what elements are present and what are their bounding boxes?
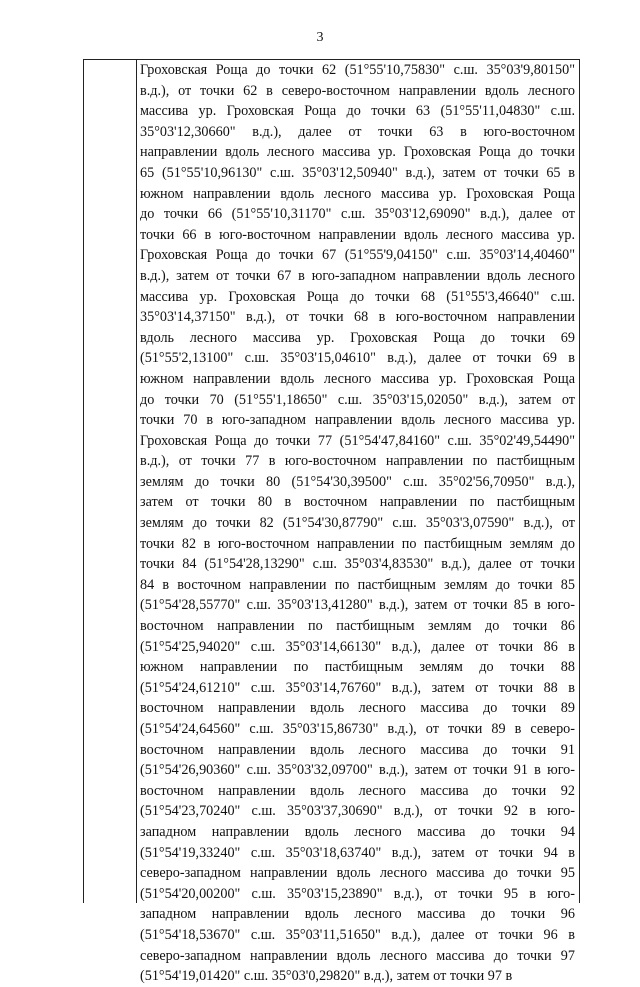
text-line: Гроховская Роща до точки 77 (51°54'47,84160" с.ш. 35°02'49,54490" xyxy=(140,432,575,449)
text-line: точки 70 в юго-западном направлении вдоль лесного массива ур. xyxy=(140,412,575,429)
text-line: землям до точки 80 (51°54'30,39500" с.ш. 35°02'56,70950" в.д.), xyxy=(140,473,575,490)
text-line: (51°54'24,61210" с.ш. 35°03'14,76760" в.д.), затем от точки 88 в xyxy=(140,679,575,696)
text-line: до точки 66 (51°55'10,31170" с.ш. 35°03'12,69090" в.д.), далее от xyxy=(140,206,575,223)
text-line: (51°54'24,64560" с.ш. 35°03'15,86730" в.д.), от точки 89 в северо- xyxy=(140,721,575,737)
text-line: (51°54'25,94020" с.ш. 35°03'14,66130" в.д.), далее от точки 86 в xyxy=(140,638,575,655)
text-line: восточном направлении вдоль лесного массива до точки 91 xyxy=(140,741,575,758)
text-line: направлении вдоль лесного массива ур. Гроховская Роща до точки xyxy=(140,144,575,161)
text-line: западном направлении вдоль лесного массива до точки 94 xyxy=(140,823,575,840)
text-line: Гроховская Роща до точки 67 (51°55'9,04150" с.ш. 35°03'14,40460" xyxy=(140,247,575,264)
text-line: точки 82 в юго-восточном направлении по пастбищным землям до xyxy=(140,535,575,552)
text-line: северо-западном направлении вдоль лесного массива до точки 97 xyxy=(140,947,575,964)
text-line: (51°54'19,33240" с.ш. 35°03'18,63740" в.д.), затем от точки 94 в xyxy=(140,844,575,861)
text-line: в.д.), от точки 77 в юго-восточном направлении по пастбищным xyxy=(140,453,575,470)
text-line: землям до точки 82 (51°54'30,87790" с.ш. 35°03'3,07590" в.д.), от xyxy=(140,515,575,532)
text-line: точки 66 в юго-восточном направлении вдоль лесного массива ур. xyxy=(140,226,575,243)
text-line: южном направлении вдоль лесного массива ур. Гроховская Роща xyxy=(140,370,575,387)
text-line: (51°54'19,01420" с.ш. 35°03'0,29820" в.д.), затем от точки 97 в xyxy=(140,968,513,985)
text-line: (51°54'26,90360" с.ш. 35°03'32,09700" в.д.), затем от точки 91 в юго- xyxy=(140,762,575,779)
document-body-text xyxy=(140,60,575,987)
text-line: точки 84 (51°54'28,13290" с.ш. 35°03'4,83530" в.д.), далее от точки xyxy=(140,556,575,573)
text-line: 65 (51°55'10,96130" с.ш. 35°03'12,50940" в.д.), затем от точки 65 в xyxy=(140,164,575,181)
text-line: восточном направлении по пастбищным землям до точки 86 xyxy=(140,618,575,635)
text-line: восточном направлении вдоль лесного массива до точки 92 xyxy=(140,782,575,799)
text-line: (51°54'23,70240" с.ш. 35°03'37,30690" в.д.), от точки 92 в юго- xyxy=(140,803,575,820)
text-line: южном направлении по пастбищным землям до точки 88 xyxy=(140,659,575,676)
text-line: северо-западном направлении вдоль лесного массива до точки 95 xyxy=(140,865,575,882)
text-line: 84 в восточном направлении по пастбищным землям до точки 85 xyxy=(140,576,575,593)
text-line: в.д.), затем от точки 67 в юго-западном направлении вдоль лесного xyxy=(140,267,575,284)
text-line: массива ур. Гроховская Роща до точки 68 (51°55'3,46640" с.ш. xyxy=(140,288,575,305)
text-line: южном направлении вдоль лесного массива ур. Гроховская Роща xyxy=(140,185,575,202)
text-line: (51°54'28,55770" с.ш. 35°03'13,41280" в.д.), затем от точки 85 в юго- xyxy=(140,597,575,614)
text-line: Гроховская Роща до точки 62 (51°55'10,75830" с.ш. 35°03'9,80150" xyxy=(140,62,575,78)
text-line: (51°54'20,00200" с.ш. 35°03'15,23890" в.д.), от точки 95 в юго- xyxy=(140,885,575,902)
text-line: вдоль лесного массива ур. Гроховская Роща до точки 69 xyxy=(140,329,575,346)
text-line: массива ур. Гроховская Роща до точки 63 (51°55'11,04830" с.ш. xyxy=(140,103,575,120)
text-line: затем от точки 80 в восточном направлении по пастбищным xyxy=(140,494,575,511)
column-divider xyxy=(136,60,137,903)
text-line: в.д.), от точки 62 в северо-восточном направлении вдоль лесного xyxy=(140,82,575,99)
page-number: 3 xyxy=(316,30,324,45)
text-line: 35°03'12,30660" в.д.), далее от точки 63 в юго-восточном xyxy=(140,123,575,140)
text-line: 35°03'14,37150" в.д.), от точки 68 в юго-восточном направлении xyxy=(140,309,575,326)
text-line: до точки 70 (51°55'1,18650" с.ш. 35°03'15,02050" в.д.), затем от xyxy=(140,391,575,408)
text-line: (51°54'18,53670" с.ш. 35°03'11,51650" в.д.), далее от точки 96 в xyxy=(140,926,575,943)
text-line: (51°55'2,13100" с.ш. 35°03'15,04610" в.д.), далее от точки 69 в xyxy=(140,350,575,367)
text-line: восточном направлении вдоль лесного массива до точки 89 xyxy=(140,700,575,717)
document-table xyxy=(83,59,580,985)
text-line: западном направлении вдоль лесного массива до точки 96 xyxy=(140,906,575,923)
